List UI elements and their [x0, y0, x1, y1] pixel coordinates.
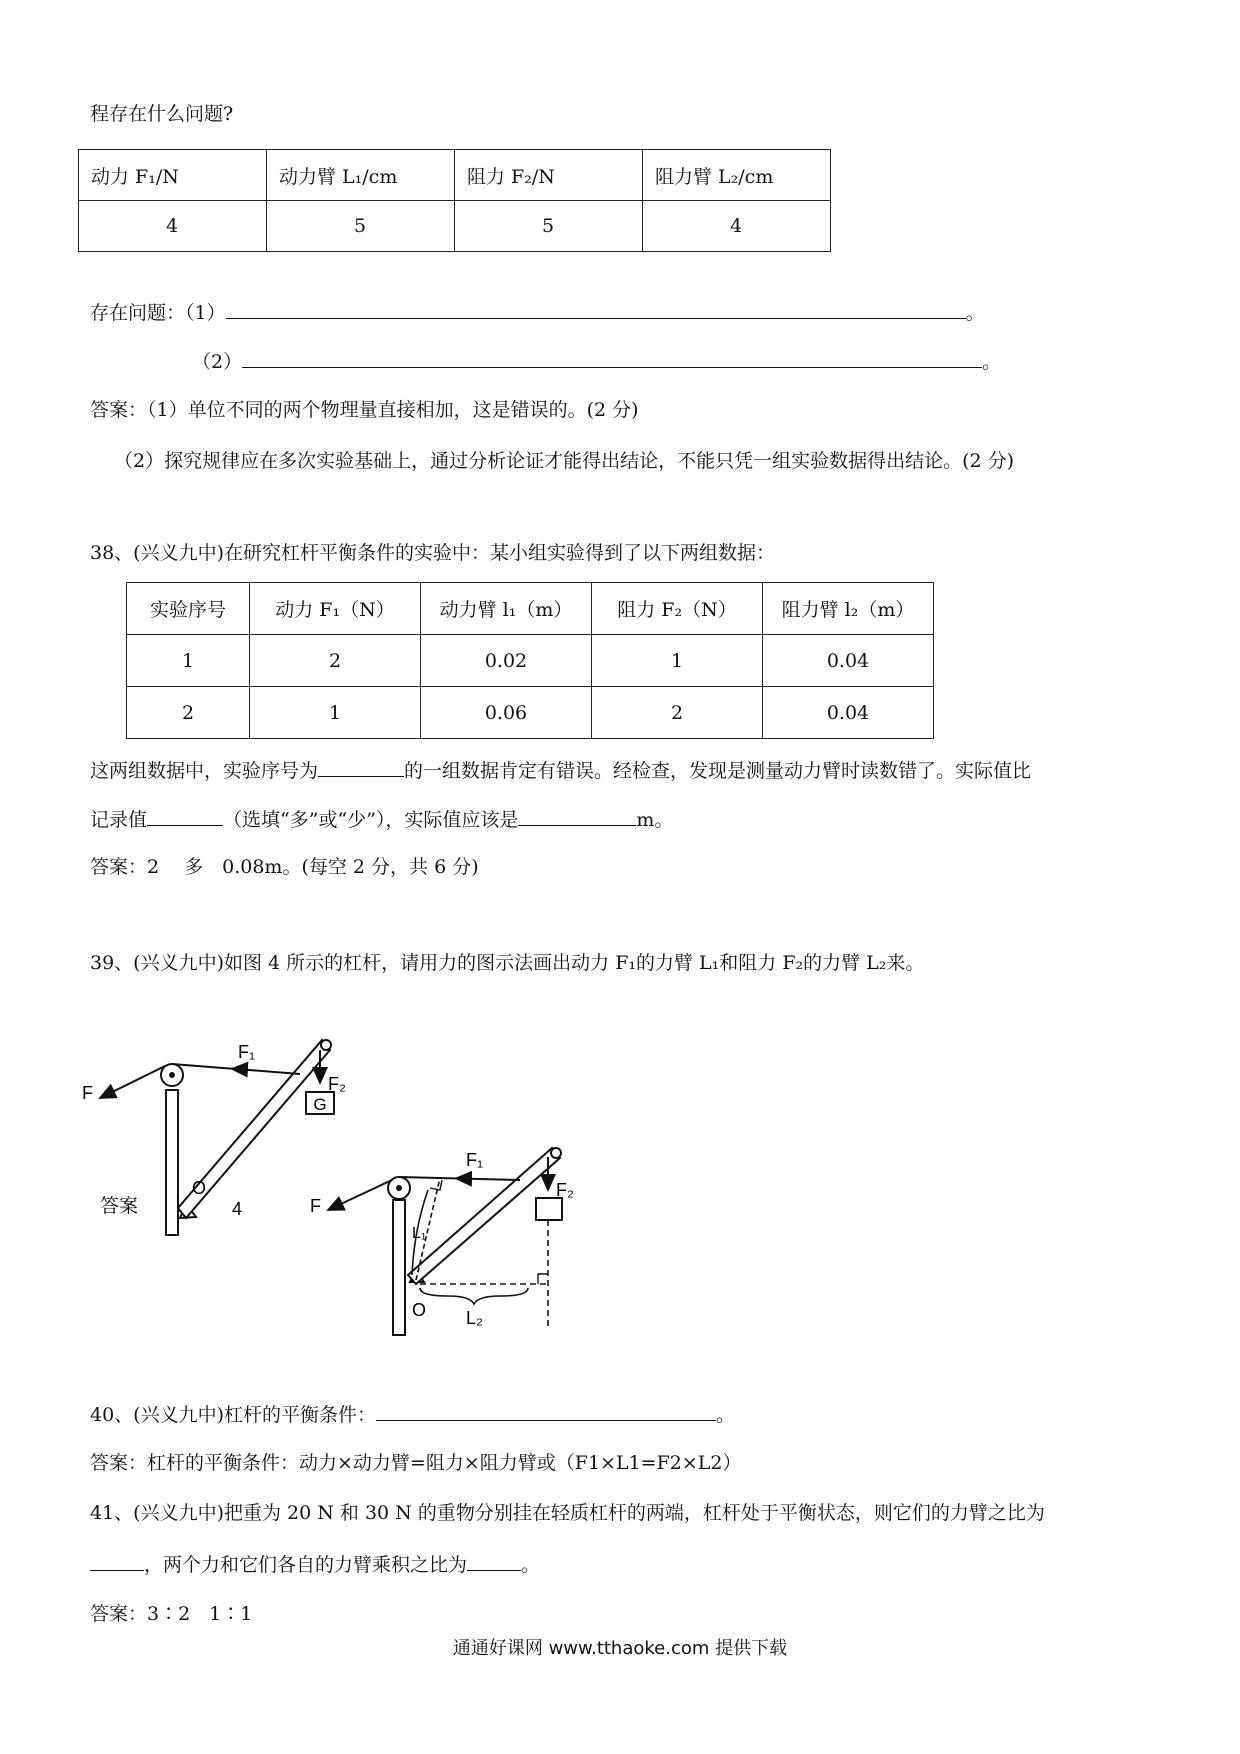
table-cell: 2: [250, 635, 421, 687]
answer-label: 答案: [100, 1196, 139, 1217]
label-f1: F₁: [238, 1042, 256, 1062]
table-2: [126, 582, 934, 739]
right-angle-mark: [538, 1274, 548, 1284]
period: 。: [982, 351, 1002, 373]
problems-line-1: [90, 298, 985, 326]
table-header-cell: 动力 F₁/N: [79, 150, 267, 201]
table-cell: 0.04: [763, 635, 934, 687]
intro-text: 程存在什么问题?: [90, 103, 234, 125]
answer-37-line-1: 答案：（1）单位不同的两个物理量直接相加，这是错误的。(2 分): [90, 399, 639, 421]
table-cell: 1: [127, 635, 250, 687]
label-f2: F₂: [556, 1180, 574, 1200]
q41-text: ，两个力和它们各自的力臂乘积之比为: [144, 1554, 468, 1576]
l2-brace: [420, 1288, 528, 1304]
problem-1-blank[interactable]: [226, 298, 966, 319]
table-header-cell: 实验序号: [127, 583, 250, 635]
q38-text: 这两组数据中，实验序号为: [90, 760, 319, 782]
q38-line-1: [90, 756, 1031, 784]
table-1: [78, 149, 831, 252]
table-row: [127, 635, 934, 687]
q38-text: m。: [636, 809, 674, 831]
table-header-cell: 阻力臂 l₂（m）: [763, 583, 934, 635]
q38-blank-3[interactable]: [518, 805, 636, 826]
q38-blank-1[interactable]: [318, 756, 404, 777]
label-l1: L₁: [412, 1225, 427, 1242]
q41-answer: 答案：3∶2 1∶1: [90, 1603, 253, 1625]
answer-figure: [310, 1148, 574, 1335]
table-header-cell: 阻力臂 L₂/cm: [643, 150, 831, 201]
question-figure: [82, 1040, 346, 1235]
problems-line-2: [192, 347, 1001, 375]
table-cell: 5: [267, 201, 455, 252]
table-cell: 5: [455, 201, 643, 252]
q38-text: 记录值: [90, 809, 148, 831]
lever-end: [321, 1040, 331, 1050]
problem-2-label: （2）: [192, 351, 243, 373]
period: 。: [521, 1554, 541, 1576]
pulley-axle: [169, 1072, 175, 1078]
q39-stem: 39、(兴义九中)如图 4 所示的杠杆，请用力的图示法画出动力 F₁的力臂 L₁和阻力 F₂的力臂 L₂来。: [90, 952, 925, 974]
f-arrow: [100, 1066, 165, 1098]
table-header-row: [127, 583, 934, 635]
lever-end: [551, 1148, 561, 1158]
lever-figure: [0, 1030, 640, 1340]
table-header-cell: 阻力 F₂（N）: [592, 583, 763, 635]
table-cell: 4: [643, 201, 831, 252]
q41-blank-1[interactable]: [90, 1550, 144, 1571]
weight-box: [536, 1198, 562, 1220]
table-cell: 2: [592, 687, 763, 739]
label-g: G: [313, 1095, 327, 1114]
label-o: O: [192, 1178, 207, 1198]
q38-text: （选填“多”或“少”），实际值应该是: [223, 809, 519, 831]
table-cell: 0.02: [421, 635, 592, 687]
table-header-cell: 动力臂 L₁/cm: [267, 150, 455, 201]
period: 。: [965, 302, 985, 324]
table-cell: 4: [79, 201, 267, 252]
label-l2: L₂: [466, 1308, 483, 1328]
q40-stem: 40、(兴义九中)杠杆的平衡条件：: [90, 1404, 377, 1426]
label-o: O: [412, 1300, 427, 1320]
table-cell: 1: [250, 687, 421, 739]
answer-37-line-2: （2）探究规律应在多次实验基础上，通过分析论证才能得出结论，不能只凭一组实验数据得出结论。(2 分): [114, 450, 1015, 472]
table-cell: 2: [127, 687, 250, 739]
post: [393, 1200, 405, 1335]
table-header-row: [79, 150, 831, 201]
q38-answer: 答案：2 多 0.08m。(每空 2 分，共 6 分): [90, 856, 479, 878]
table-cell: 0.06: [421, 687, 592, 739]
q40-blank[interactable]: [376, 1400, 716, 1421]
q40-answer: 答案：杠杆的平衡条件：动力×动力臂=阻力×阻力臂或（F1×L1=F2×L2）: [90, 1452, 742, 1474]
figure-number: 4: [232, 1199, 243, 1219]
problem-2-blank[interactable]: [242, 347, 982, 368]
q38-text: 的一组数据肯定有错误。经检查，发现是测量动力臂时读数错了。实际值比: [404, 760, 1032, 782]
table-cell: 1: [592, 635, 763, 687]
period: 。: [716, 1404, 736, 1426]
table-header-cell: 动力 F₁（N）: [250, 583, 421, 635]
page-footer: 通通好课网 www.tthaoke.com 提供下载: [452, 1638, 788, 1659]
table-cell: 0.04: [763, 687, 934, 739]
label-f1: F₁: [466, 1150, 484, 1170]
q41-blank-2[interactable]: [467, 1550, 521, 1571]
table-row: [79, 201, 831, 252]
table-row: [127, 687, 934, 739]
q38-blank-2[interactable]: [147, 805, 223, 826]
pulley-axle: [396, 1185, 402, 1191]
q41-stem: 41、(兴义九中)把重为 20 N 和 30 N 的重物分别挂在轻质杠杆的两端，杠杆处于平衡状态，则它们的力臂之比为: [90, 1502, 1045, 1524]
post: [166, 1090, 178, 1235]
label-f: F: [310, 1196, 321, 1216]
q38-stem: 38、(兴义九中)在研究杠杆平衡条件的实验中：某小组实验得到了以下两组数据：: [90, 542, 776, 564]
q38-line-2: [90, 805, 673, 833]
q41-line-2: [90, 1550, 540, 1578]
label-f: F: [82, 1083, 93, 1103]
q40-line: [90, 1400, 735, 1428]
table-header-cell: 动力臂 l₁（m）: [421, 583, 592, 635]
right-angle-mark: [430, 1180, 442, 1190]
table-header-cell: 阻力 F₂/N: [455, 150, 643, 201]
problems-label: 存在问题：（1）: [90, 302, 226, 324]
label-f2: F₂: [328, 1074, 346, 1094]
f-arrow: [328, 1180, 392, 1210]
